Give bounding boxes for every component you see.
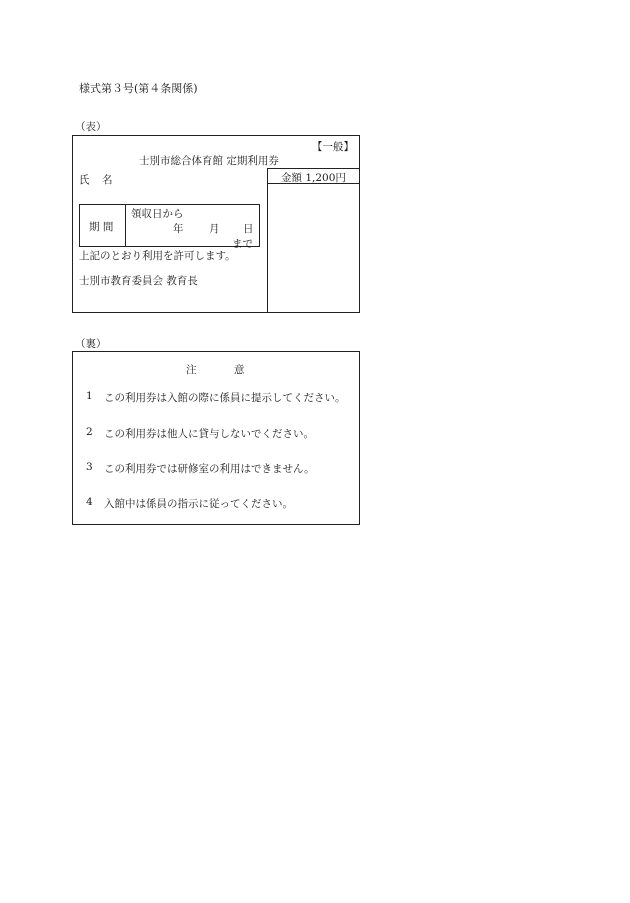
back-section-label: （裏） xyxy=(75,338,107,350)
notice-item-number: 3 xyxy=(86,461,93,473)
period-label: 期 間 xyxy=(89,221,114,233)
notice-item-text: 入館中は係員の指示に従ってください。 xyxy=(104,498,293,510)
notice-item-text: この利用券は他人に貸与しないでください。 xyxy=(104,428,314,440)
period-month: 月 xyxy=(209,223,220,235)
period-divider xyxy=(125,204,126,247)
period-until: まで xyxy=(232,238,253,250)
amount-top-line xyxy=(267,168,360,169)
period-day: 日 xyxy=(243,223,254,235)
notice-item-number: 2 xyxy=(86,426,93,438)
notice-title-2: 意 xyxy=(234,364,245,376)
notice-item-text: この利用券では研修室の利用はできません。 xyxy=(104,463,315,475)
form-number: 様式第３号(第４条関係) xyxy=(79,82,198,95)
permission-text: 上記のとおり利用を許可します。 xyxy=(79,250,236,262)
name-label: 氏 名 xyxy=(79,174,114,186)
category-label: 【一般】 xyxy=(312,141,354,153)
notice-item-number: 1 xyxy=(86,390,93,402)
notice-item-text: この利用券は入館の際に係員に提示してください。 xyxy=(104,392,346,404)
period-year: 年 xyxy=(173,223,184,235)
amount-column-divider xyxy=(267,168,268,313)
front-section-label: （表） xyxy=(75,121,107,133)
ticket-title: 士別市総合体育館 定期利用券 xyxy=(139,155,279,167)
notice-item-number: 4 xyxy=(86,496,93,508)
notice-title-1: 注 xyxy=(186,364,197,376)
issuer: 士別市教育委員会 教育長 xyxy=(79,275,198,287)
amount-label: 金額 1,200円 xyxy=(281,172,346,184)
period-from: 領収日から xyxy=(131,208,184,220)
